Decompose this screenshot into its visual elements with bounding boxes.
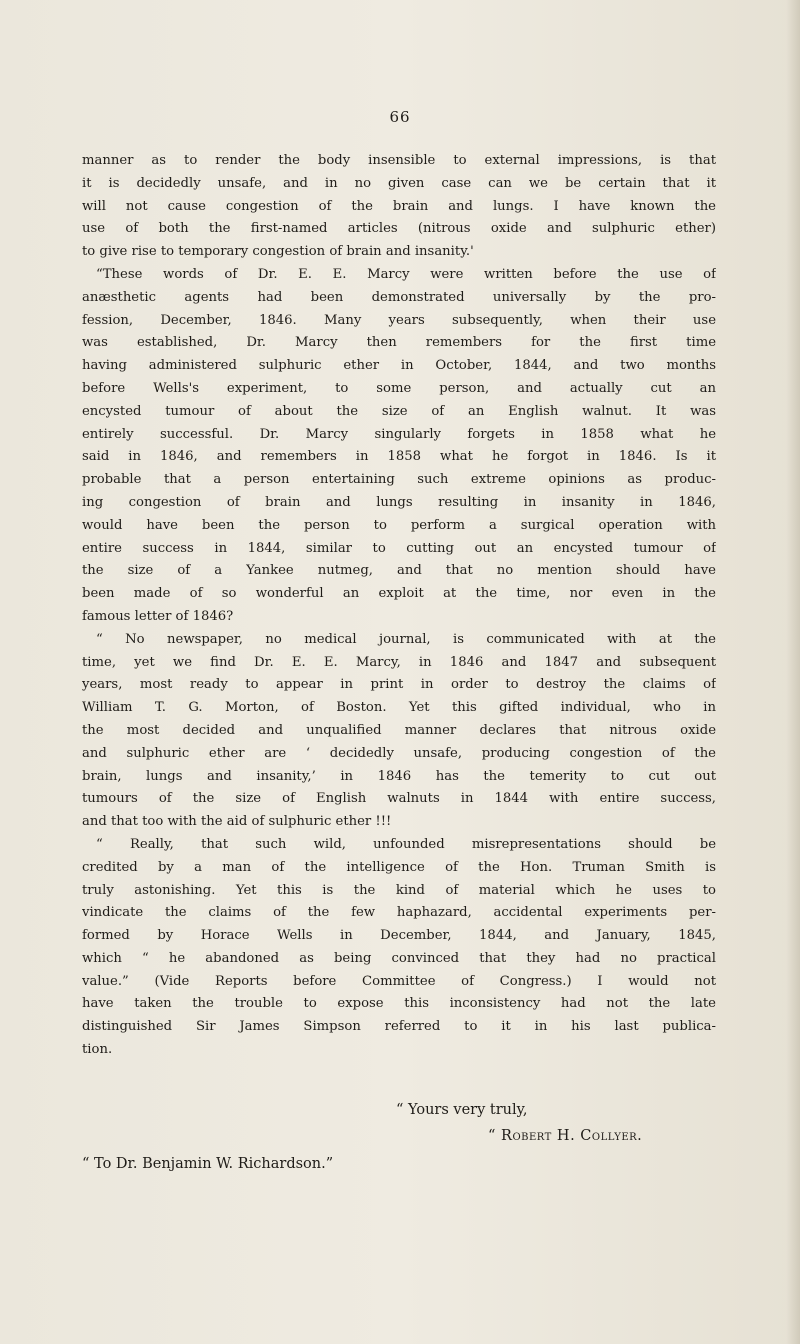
text-line: tion. xyxy=(82,1042,113,1058)
text-line: having administered sulphuric ether in October, 1844, and two months xyxy=(82,358,716,374)
text-line: will not cause congestion of the brain and lungs. I have known the xyxy=(82,198,716,214)
text-line: encysted tumour of about the size of an English walnut. It was xyxy=(82,403,716,419)
text-line: to give rise to temporary congestion of brain and insanity.' xyxy=(82,244,474,260)
text-line: ing congestion of brain and lungs resulting in insanity in 1846, xyxy=(82,494,716,510)
text-line: “These words of Dr. E. E. Marcy were written before the use of xyxy=(96,266,716,282)
text-line: brain, lungs and insanity,’ in 1846 has the temerity to cut out xyxy=(82,768,716,784)
text-line: anæsthetic agents had been demonstrated universally by the pro- xyxy=(82,289,716,305)
text-line: entirely successful. Dr. Marcy singularly forgets in 1858 what he xyxy=(82,426,716,442)
text-line: formed by Horace Wells in December, 1844, and January, 1845, xyxy=(82,928,716,944)
text-line: “ No newspaper, no medical journal, is communicated with at the xyxy=(96,631,716,647)
page-number: 66 xyxy=(389,108,411,126)
text-line: was established, Dr. Marcy then remembers for the first time xyxy=(82,335,716,351)
addressee: “ To Dr. Benjamin W. Richardson.” xyxy=(82,1156,334,1172)
text-line: which “ he abandoned as being convinced that they had no practical xyxy=(82,950,716,966)
text-line: the size of a Yankee nutmeg, and that no mention should have xyxy=(82,563,716,579)
closing-salutation: “ Yours very truly, xyxy=(396,1102,528,1118)
text-line: years, most ready to appear in print in order to destroy the claims of xyxy=(82,677,716,693)
text-line: manner as to render the body insensible to external impressions, is that xyxy=(82,153,716,168)
body-text xyxy=(82,150,716,1062)
text-line: it is decidedly unsafe, and in no given case can we be certain that it xyxy=(82,175,716,191)
text-line: would have been the person to perform a surgical operation with xyxy=(82,517,716,533)
text-line: vindicate the claims of the few haphazard, accidental experiments per- xyxy=(82,905,716,921)
text-line: famous letter of 1846? xyxy=(82,608,234,624)
text-line: William T. G. Morton, of Boston. Yet this gifted individual, who in xyxy=(82,700,716,716)
text-line: have taken the trouble to expose this inconsistency had not the late xyxy=(82,996,716,1012)
text-line: “ Really, that such wild, unfounded misrepresentations should be xyxy=(96,836,716,852)
text-line: tumours of the size of English walnuts in 1844 with entire success, xyxy=(82,791,716,807)
signature: “ Robert H. Collyer. xyxy=(488,1128,643,1144)
text-line: entire success in 1844, similar to cutting out an encysted tumour of xyxy=(82,540,716,556)
text-line: and that too with the aid of sulphuric ether !!! xyxy=(82,814,392,830)
text-line: time, yet we find Dr. E. E. Marcy, in 1846 and 1847 and subsequent xyxy=(82,654,716,670)
text-line: before Wells's experiment, to some person, and actually cut an xyxy=(82,380,716,396)
text-line: value.” (Vide Reports before Committee of Congress.) I would not xyxy=(82,973,716,989)
text-line: been made of so wonderful an exploit at the time, nor even in the xyxy=(82,586,716,602)
page-edge-shadow xyxy=(786,0,800,1344)
text-line: the most decided and unqualified manner declares that nitrous oxide xyxy=(82,722,716,738)
text-line: and sulphuric ether are ‘ decidedly unsafe, producing congestion of the xyxy=(82,745,716,761)
text-line: probable that a person entertaining such extreme opinions as produc- xyxy=(82,472,716,488)
text-line: credited by a man of the intelligence of the Hon. Truman Smith is xyxy=(82,859,716,875)
text-line: distinguished Sir James Simpson referred to it in his last publica- xyxy=(82,1019,716,1035)
text-line: use of both the first-named articles (nitrous oxide and sulphuric ether) xyxy=(82,221,716,237)
text-line: fession, December, 1846. Many years subsequently, when their use xyxy=(82,312,716,328)
text-line: truly astonishing. Yet this is the kind of material which he uses to xyxy=(82,882,716,898)
text-line: said in 1846, and remembers in 1858 what he forgot in 1846. Is it xyxy=(82,449,716,465)
